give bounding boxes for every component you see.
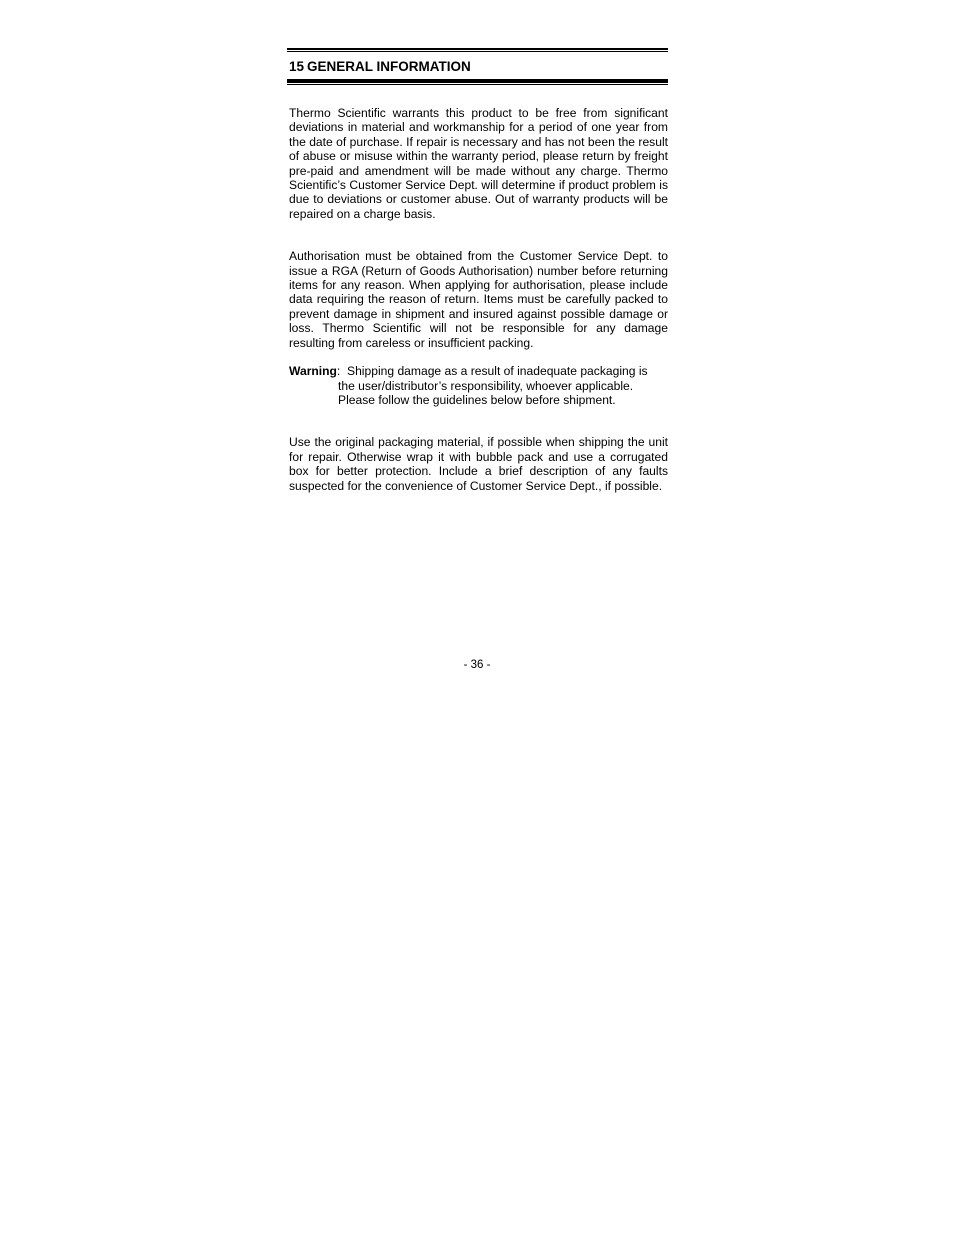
document-page	[287, 48, 668, 493]
warning-label: Warning	[289, 364, 337, 379]
warning-text-line-3: Please follow the guidelines below before shipment.	[338, 392, 616, 407]
heading-top-rule	[287, 48, 668, 50]
section-number: 15	[289, 59, 305, 74]
warning-text-line-1: Shipping damage as a result of inadequate packaging is	[347, 364, 648, 379]
section-heading	[287, 52, 668, 79]
warning-note	[287, 364, 668, 407]
warranty-paragraph: Thermo Scientific warrants this product to be free from significant deviations in material and workmanship for a period of one year from the date of purchase. If repair is necessary and has not been the result of abuse or misuse within the warranty period, please return by freight pre-paid and amendment will be made without any charge. Thermo Scientific’s Customer Service Dept. will determine if product problem is due to deviations or customer abuse. Out of warranty products will be repaired on a charge basis.	[289, 106, 668, 221]
packaging-paragraph: Use the original packaging material, if possible when shipping the unit for repair. Otherwise wrap it with bubble pack and use a corrugated box for better protection. Include a brief description of any faults suspected for the convenience of Customer Service Dept., if possible.	[289, 435, 668, 493]
page-number: - 36 -	[463, 659, 491, 671]
warning-text-line-2: the user/distributor’s responsibility, whoever applicable.	[338, 378, 634, 393]
heading-bottom-rule	[287, 79, 668, 83]
heading-bottom-rule-thin	[287, 84, 668, 85]
section-title: GENERAL INFORMATION	[307, 59, 471, 74]
authorisation-paragraph: Authorisation must be obtained from the Customer Service Dept. to issue a RGA (Return of Goods Authorisation) number before returning items for any reason. When applying for authorisation, please include data requiring the reason of return. Items must be carefully packed to prevent damage in shipment and insured against possible damage or loss. Thermo Scientific will not be responsible for any damage resulting from careless or insufficient packing.	[289, 249, 668, 350]
section-heading-block	[287, 48, 668, 85]
warning-first-line: Warning: Shipping damage as a result of inadequate packaging is	[289, 364, 648, 379]
